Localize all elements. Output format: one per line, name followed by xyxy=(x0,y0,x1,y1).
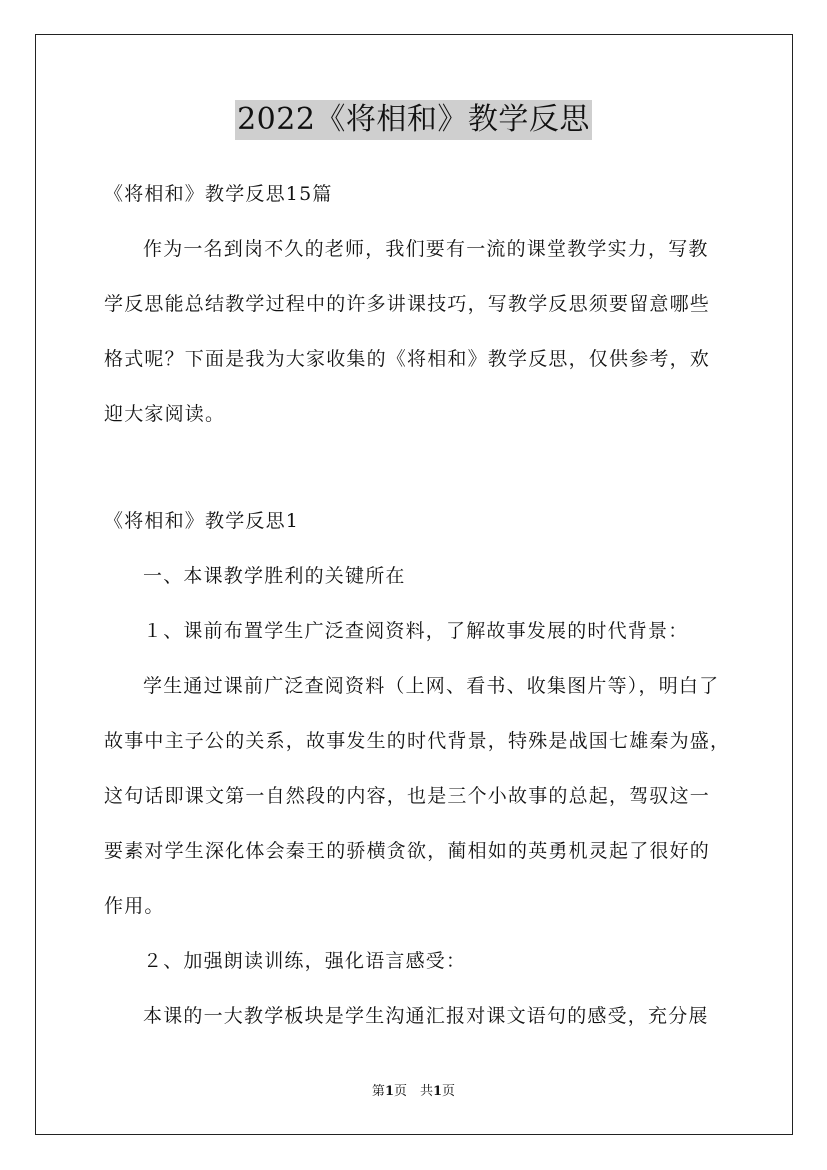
item2-heading: ２、加强朗读训练，强化语言感受： xyxy=(143,950,467,972)
document-subtitle: 《将相和》教学反思15篇 xyxy=(104,183,333,205)
page-total-number: 1 xyxy=(433,1084,443,1099)
item1-body-line-5: 作用。 xyxy=(104,895,165,917)
title-container xyxy=(0,100,827,140)
item1-heading: １、课前布置学生广泛查阅资料，了解故事发展的时代背景： xyxy=(143,620,689,642)
intro-line-3: 格式呢？下面是我为大家收集的《将相和》教学反思，仅供参考，欢 xyxy=(104,348,711,370)
item1-body-line-2: 故事中主子公的关系，故事发生的时代背景，特殊是战国七雄秦为盛， xyxy=(104,730,731,752)
page-label-prefix: 第 xyxy=(371,1084,385,1099)
page-footer xyxy=(0,1084,827,1100)
page-label-mid: 页 共 xyxy=(393,1084,433,1099)
item2-body-line-1: 本课的一大教学板块是学生沟通汇报对课文语句的感受，充分展 xyxy=(143,1005,709,1027)
document-title: 2022《将相和》教学反思 xyxy=(235,100,592,140)
intro-line-4: 迎大家阅读。 xyxy=(104,403,226,425)
intro-line-2: 学反思能总结教学过程中的许多讲课技巧，写教学反思须要留意哪些 xyxy=(104,293,711,315)
page-label-suffix: 页 xyxy=(442,1084,456,1099)
item1-body-line-3: 这句话即课文第一自然段的内容，也是三个小故事的总起，驾驭这一 xyxy=(104,785,711,807)
page-current-number: 1 xyxy=(384,1084,394,1099)
point-heading: 一、本课教学胜利的关键所在 xyxy=(143,565,406,587)
item1-body-line-4: 要素对学生深化体会秦王的骄横贪欲，蔺相如的英勇机灵起了很好的 xyxy=(104,840,711,862)
item1-body-line-1: 学生通过课前广泛查阅资料（上网、看书、收集图片等），明白了 xyxy=(143,675,720,697)
intro-line-1: 作为一名到岗不久的老师，我们要有一流的课堂教学实力，写教 xyxy=(143,238,709,260)
section-heading: 《将相和》教学反思1 xyxy=(104,510,300,532)
